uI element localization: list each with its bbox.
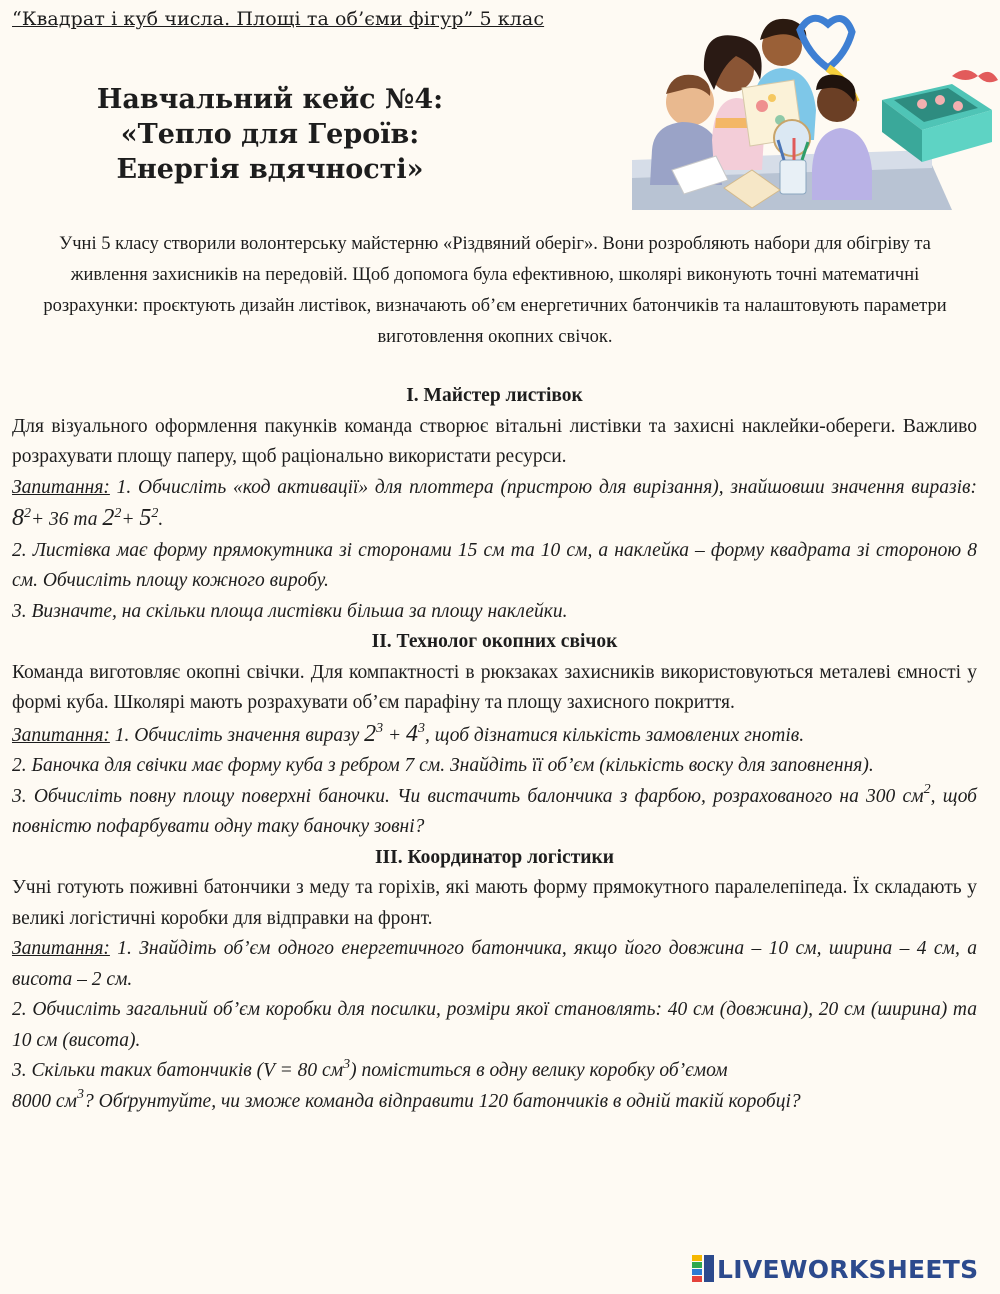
section-3-text: Учні готують поживні батончики з меду та горіхів, які мають форму прямокутного паралелепіпеда. Їх складають у великі логістичні коробки для відправки на фронт. [12, 877, 977, 929]
q3-text: ) поміститься в одну велику коробку об’ємом [350, 1060, 728, 1081]
liveworksheets-logo-icon [692, 1255, 714, 1283]
q3-exp: 3 [343, 1056, 351, 1072]
children-volunteers-illustration [632, 10, 1000, 210]
document-subtitle: “Квадрат і куб числа. Площі та об’єми фігур” 5 клас [12, 8, 545, 30]
title-line-2: «Тепло для Героїв: [120, 119, 420, 150]
q1-exp: 3 [376, 721, 384, 736]
section-2-question-2: 2. Баночка для свічки має форму куба з ребром 7 см. Знайдіть її об’єм (кількість воску для заповнення). [12, 755, 874, 776]
title-line-1: Навчальний кейс №4: [96, 84, 444, 115]
q1-base: 5 [139, 505, 152, 531]
section-1-text: Для візуального оформлення пакунків команда створює вітальні листівки та захисні наклейки-обереги. Важливо розрахувати площу паперу, щоб раціонально використати ресурси. [12, 415, 977, 467]
section-2-title: II. Технолог окопних свічок [371, 631, 618, 652]
section-3-question-2: 2. Обчисліть загальний об’єм коробки для посилки, розміри якої становлять: 40 см (довжина), 20 см (ширина) та 10 см (висота). [12, 999, 977, 1051]
section-1-title: I. Майстер листівок [406, 385, 583, 406]
q3-text: 8000 см [12, 1090, 77, 1112]
section-1-question-1 [12, 473, 977, 536]
liveworksheets-logo-text: LIVEWORKSHEETS [717, 1254, 979, 1284]
q1-text: + [121, 509, 140, 530]
q1-text: . [158, 509, 164, 530]
q1-text: + 36 та [31, 509, 103, 530]
q1-exp: 3 [418, 721, 426, 736]
q3-text: , щоб повністю пофарбувати одну таку баночку зовні? [12, 785, 977, 837]
section-1-question-2: 2. Листівка має форму прямокутника зі сторонами 15 см та 10 см, а наклейка – форму квадрата зі стороною 8 см. Обчисліть площу кожного виробу. [12, 539, 977, 591]
question-label: Запитання: [12, 724, 110, 746]
q1-exp: 2 [114, 505, 122, 521]
section-1-question-3: 3. Визначте, на скільки площа листівки більша за площу наклейки. [12, 600, 568, 622]
q1-base: 2 [102, 505, 115, 531]
liveworksheets-logo[interactable] [692, 1252, 978, 1286]
q1-text: 1. Знайдіть об’єм одного енергетичного батончика, якщо його довжина – 10 см, ширина – 4 см, а висота – 2 см. [12, 938, 977, 990]
intro-paragraph: Учні 5 класу створили волонтерську майстерню «Різдвяний оберіг». Вони розробляють набори для обігріву та живлення захисників на передовій. Щоб допомога була ефективною, школярі виконують точні математичні розрахунки: проєктують дизайн листівок, визначають об’єм енергетичних батончиків та налаштовують параметри виготовлення окопних свічок. [43, 234, 947, 347]
q1-text: + [383, 724, 407, 746]
q3-text: 3. Скільки таких батончиків (V = 80 см [12, 1060, 344, 1081]
q1-text: 1. Обчисліть «код активації» для плоттера (пристрою для вирізання), знайшовши значення виразів: [109, 476, 977, 498]
section-3-question-3 [12, 1056, 977, 1117]
q1-text: , щоб дізнатися кількість замовлених гнотів. [425, 724, 805, 746]
q3-exp: 2 [923, 782, 931, 797]
question-label: Запитання: [12, 938, 110, 959]
case-title [40, 82, 500, 187]
q1-exp: 2 [151, 505, 159, 521]
q1-base: 4 [406, 720, 419, 747]
q1-base: 2 [364, 720, 377, 747]
section-2-question-3 [12, 782, 977, 843]
section-3-title: III. Координатор логістики [374, 846, 615, 868]
section-2-question-1 [12, 719, 977, 752]
q3-exp: 3 [76, 1087, 84, 1102]
title-line-3: Енергія вдячності» [116, 154, 424, 185]
question-label: Запитання: [12, 476, 110, 498]
section-3-question-1 [12, 934, 977, 995]
q3-text: ? Обґрунтуйте, чи зможе команда відправити 120 батончиків в одній такій коробці? [83, 1090, 801, 1112]
q1-exp: 2 [24, 505, 31, 521]
q3-text: 3. Обчисліть повну площу поверхні баночки. Чи вистачить балончика з фарбою, розрахованого на 300 см [12, 785, 924, 807]
q1-text: 1. Обчисліть значення виразу [109, 724, 365, 746]
section-2-text: Команда виготовляє окопні свічки. Для компактності в рюкзаках захисників використовуються металеві ємності у формі куба. Школярі мають розрахувати об’єм парафіну та площу захисного покриття. [12, 661, 977, 713]
q1-base: 8 [12, 505, 24, 531]
worksheet-body [12, 381, 977, 1117]
